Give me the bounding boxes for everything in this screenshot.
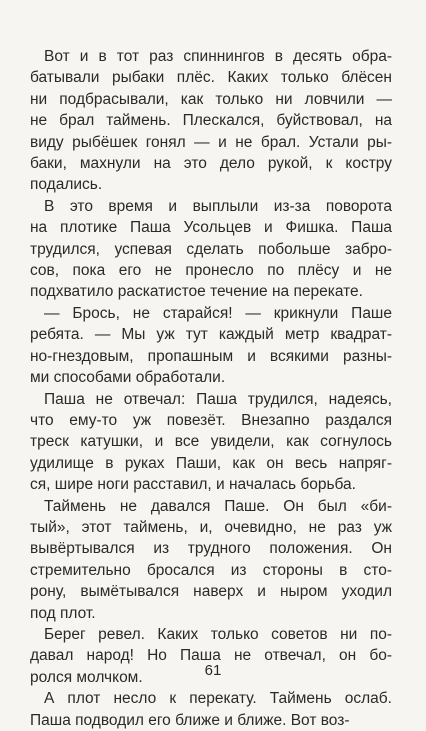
text-line: ни подбрасывали, как только ни ловчили — [30,90,392,108]
text-line: удилище в руках Паши, как он весь напряг- [30,454,392,472]
text-line: батывали рыбаки плёс. Каких только блёсен [30,69,392,87]
text-line: вывёртывался из трудного положения. Он [30,540,392,558]
text-line: Паша не отвечал: Паша трудился, надеясь, [44,390,392,408]
text-line: сов, пока его не пронесло по плёсу и не [30,262,392,280]
text-line: подхватило раскатистое течение на перекате. [30,283,363,301]
paragraph [30,496,392,624]
paragraph [30,688,392,731]
text-line: ролся молчком. [30,668,143,686]
paragraph [30,46,392,196]
text-line: подались. [30,176,103,194]
main-text [30,46,392,731]
text-line: что ему-то уж повезёт. Внезапно раздался [30,411,392,429]
text-line: но-гнездовым, пропашным и всякими разны- [30,347,392,365]
paragraph [30,196,392,303]
text-line: ребята. — Мы уж тут каждый метр квадрат- [30,326,392,344]
text-line: давал народ! Но Паша не отвечал, он бо- [30,647,392,665]
text-line: баки, махнули на это дело рукой, к костру [30,155,392,173]
text-line: Вот и в тот раз спиннингов в десять обра- [44,48,392,65]
text-line: стремительно бросался из стороны в сто- [30,561,392,579]
text-line: Таймень не давался Паше. Он был «би- [44,497,392,515]
text-line: треск катушки, и все увидели, как согнулось [30,433,392,451]
text-line: не брал таймень. Плескался, буйствовал, на [30,112,392,130]
paragraph [30,389,392,496]
text-line: А плот несло к перекату. Таймень ослаб. [44,690,392,708]
page-number: 61 [204,662,222,679]
text-line: виду рыбёшек гонял — и не брал. Устали ры- [30,133,392,151]
text-line: на плотике Паша Усольцев и Фишка. Паша [30,219,392,237]
text-line: ся, шире ноги расставил, и началась борьба. [30,476,356,494]
text-line: трудился, успевая сделать побольше забро- [30,240,392,258]
paragraph [30,303,392,389]
text-line: Паша подводил его ближе и ближе. Вот воз- [30,711,350,729]
text-line: ми способами обработали. [30,369,226,387]
text-line: тый», этот таймень, и, очевидно, не раз уж [30,518,392,536]
text-line: рону, вымётывался наверх и ныром уходил [30,583,392,601]
text-line: под плот. [30,604,96,622]
text-line: — Брось, не старайся! — крикнули Паше [44,304,392,322]
text-line: Берег ревел. Каких только советов ни по- [44,625,392,643]
text-line: В это время и выплыли из-за поворота [44,197,392,215]
